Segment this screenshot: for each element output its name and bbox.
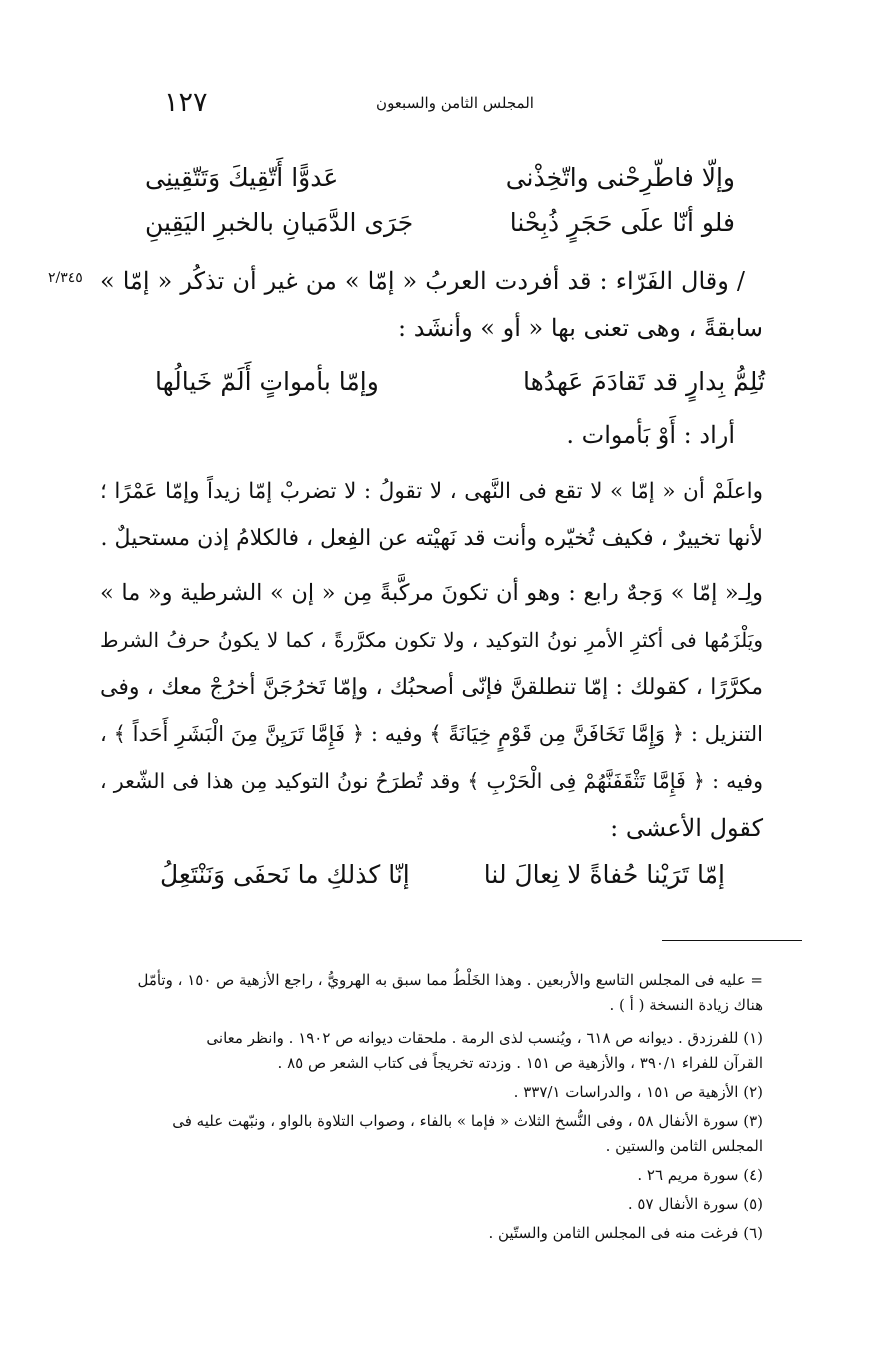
- poem2-first-hemistich: تُلِمُّ بِدارٍ قد تَقادَمَ عَهدُها: [522, 367, 765, 396]
- paragraph-arad: [100, 412, 735, 459]
- paragraph-farra-cont: [100, 305, 763, 352]
- poem3-first-hemistich: إمّا تَرَيْنا حُفاةً لا نِعالَ لنا: [483, 860, 725, 889]
- footnote-continued: [100, 968, 763, 1018]
- paragraph-line: أراد : أَوْ بَأموات .: [566, 421, 735, 449]
- paragraph-line: / وقال الفَرّاء : قد أفردت العربُ « إمّا » من غير أن تذكُر « إمّا »: [100, 267, 745, 295]
- poem1-verse2-first-hemistich: فلو أنّا علَى حَجَرٍ ذُبِحْنا: [509, 208, 735, 237]
- footnote-6: [100, 1221, 763, 1246]
- paragraph-line: لأنها تخييرٌ ، فكيف تُخيّره وأنت قد نَهيْته عن الفِعل ، فالكلامُ إذن مستحيلٌ .: [100, 526, 763, 551]
- footnote-line: (٢) الأزهية ص ١٥١ ، والدراسات ٣٣٧/١ .: [513, 1083, 763, 1101]
- footnote-line: (٦) فرغت منه فى المجلس الثامن والستّين .: [488, 1224, 763, 1242]
- footnote-separator: [662, 940, 802, 941]
- poem2-second-hemistich: وإمّا بأمواتٍ أَلَمّ خَيالُها: [155, 367, 379, 396]
- footnote-3: [100, 1109, 763, 1159]
- paragraph-line: ولِـ« إمّا » وَجهٌ رابع : وهو أن تكونَ مركَّبةً مِن « إن » الشرطية و« ما »: [100, 580, 763, 606]
- poem1-verse1: [145, 158, 735, 198]
- footnote-line: المجلس الثامن والستين .: [605, 1137, 763, 1155]
- paragraph-line: التنزيل : ﴿ وَإِمَّا تَخَافَنَّ مِن قَوْمٍ خِيَانَةً ﴾ وفيه : ﴿ فَإِمَّا تَرَيِنَّ مِنَ الْبَشَرِ أَحَداً ﴾ ،: [100, 722, 763, 746]
- poem3-verse: [160, 855, 725, 895]
- footnote-2: [100, 1080, 763, 1105]
- poem1-verse1-second-hemistich: عَدوًّا أَتّقِيكَ وَتَتّقِينِى: [145, 163, 339, 192]
- footnote-line: = عليه فى المجلس التاسع والأربعين . وهذا الخَلْطُ مما سبق به الهرويُّ ، راجع الأزهية ص ١٥٠ ، وتأمّل: [137, 971, 763, 989]
- footnote-line: (٣) سورة الأنفال ٥٨ ، وفى النُّسخ الثلاث « فإما » بالفاء ، وصواب التلاوة بالواو ، ونبّهت عليه فى: [172, 1112, 763, 1130]
- footnote-5: [100, 1192, 763, 1217]
- footnote-line: (٤) سورة مريم ٢٦ .: [637, 1166, 763, 1184]
- paragraph-line: سابقةً ، وهى تعنى بها « أو » وأنشَد :: [398, 314, 763, 342]
- margin-volume-note: ٢/٣٤٥: [48, 270, 83, 286]
- poem1-verse2: [145, 203, 735, 243]
- footnotes: [100, 968, 763, 1246]
- poem2-verse: [155, 362, 765, 402]
- paragraph-nahy: [100, 468, 763, 562]
- page-header: [150, 88, 760, 118]
- footnote-line: القرآن للفراء ٣٩٠/١ ، والأزهية ص ١٥١ . وزدته تخريجاً فى كتاب الشعر ص ٨٥ .: [277, 1054, 763, 1072]
- paragraph-line: كقول الأعشى :: [610, 814, 763, 842]
- paragraph-line: ويَلْزَمُها فى أكثرِ الأمرِ نونُ التوكيد ، ولا تكون مكرَّرةً ، كما لا يكونُ حرفُ الشرط: [100, 628, 763, 652]
- paragraph-line: واعلَمْ أن « إمّا » لا تقع فى النَّهى ، لا تقولُ : لا تضربْ إمّا زيداً وإمّا عَمْرًا ؛: [100, 479, 763, 504]
- paragraph-fourth-aspect: [100, 570, 763, 852]
- poem1-verse2-second-hemistich: جَرَى الدَّمَيانِ بالخبرِ اليَقِينِ: [145, 208, 414, 237]
- paragraph-line: وفيه : ﴿ فَإِمَّا تَثْقَفَنَّهُمْ فِى الْحَرْبِ ﴾ وقد تُطرَحُ نونُ التوكيد مِن هذا فى الشّعر ،: [100, 769, 763, 793]
- poem1-verse1-first-hemistich: وإلّا فاطّرِحْنى واتّخِذْنى: [505, 163, 735, 192]
- page-number: ١٢٧: [164, 87, 208, 118]
- footnote-line: هناك زيادة النسخة ( أ ) .: [609, 996, 763, 1014]
- paragraph-line: مكرَّرًا ، كقولك : إمّا تنطلقنَّ فإنّى أصحبُك ، وإمّا تَخرُجَنَّ أخرُجْ معك ، وفى: [100, 675, 763, 700]
- footnote-line: (١) للفرزدق . ديوانه ص ٦١٨ ، ويُنسب لذى الرمة . ملحقات ديوانه ص ١٩٠٢ . وانظر معانى: [206, 1029, 763, 1047]
- footnote-4: [100, 1163, 763, 1188]
- poem3-second-hemistich: إنّا كذلكِ ما نَحفَى وَنَنْتَعِلُ: [160, 860, 410, 889]
- footnote-line: (٥) سورة الأنفال ٥٧ .: [627, 1195, 763, 1213]
- paragraph-farra: [100, 258, 745, 305]
- footnote-1: [100, 1026, 763, 1076]
- running-title: المجلس الثامن والسبعون: [376, 94, 534, 112]
